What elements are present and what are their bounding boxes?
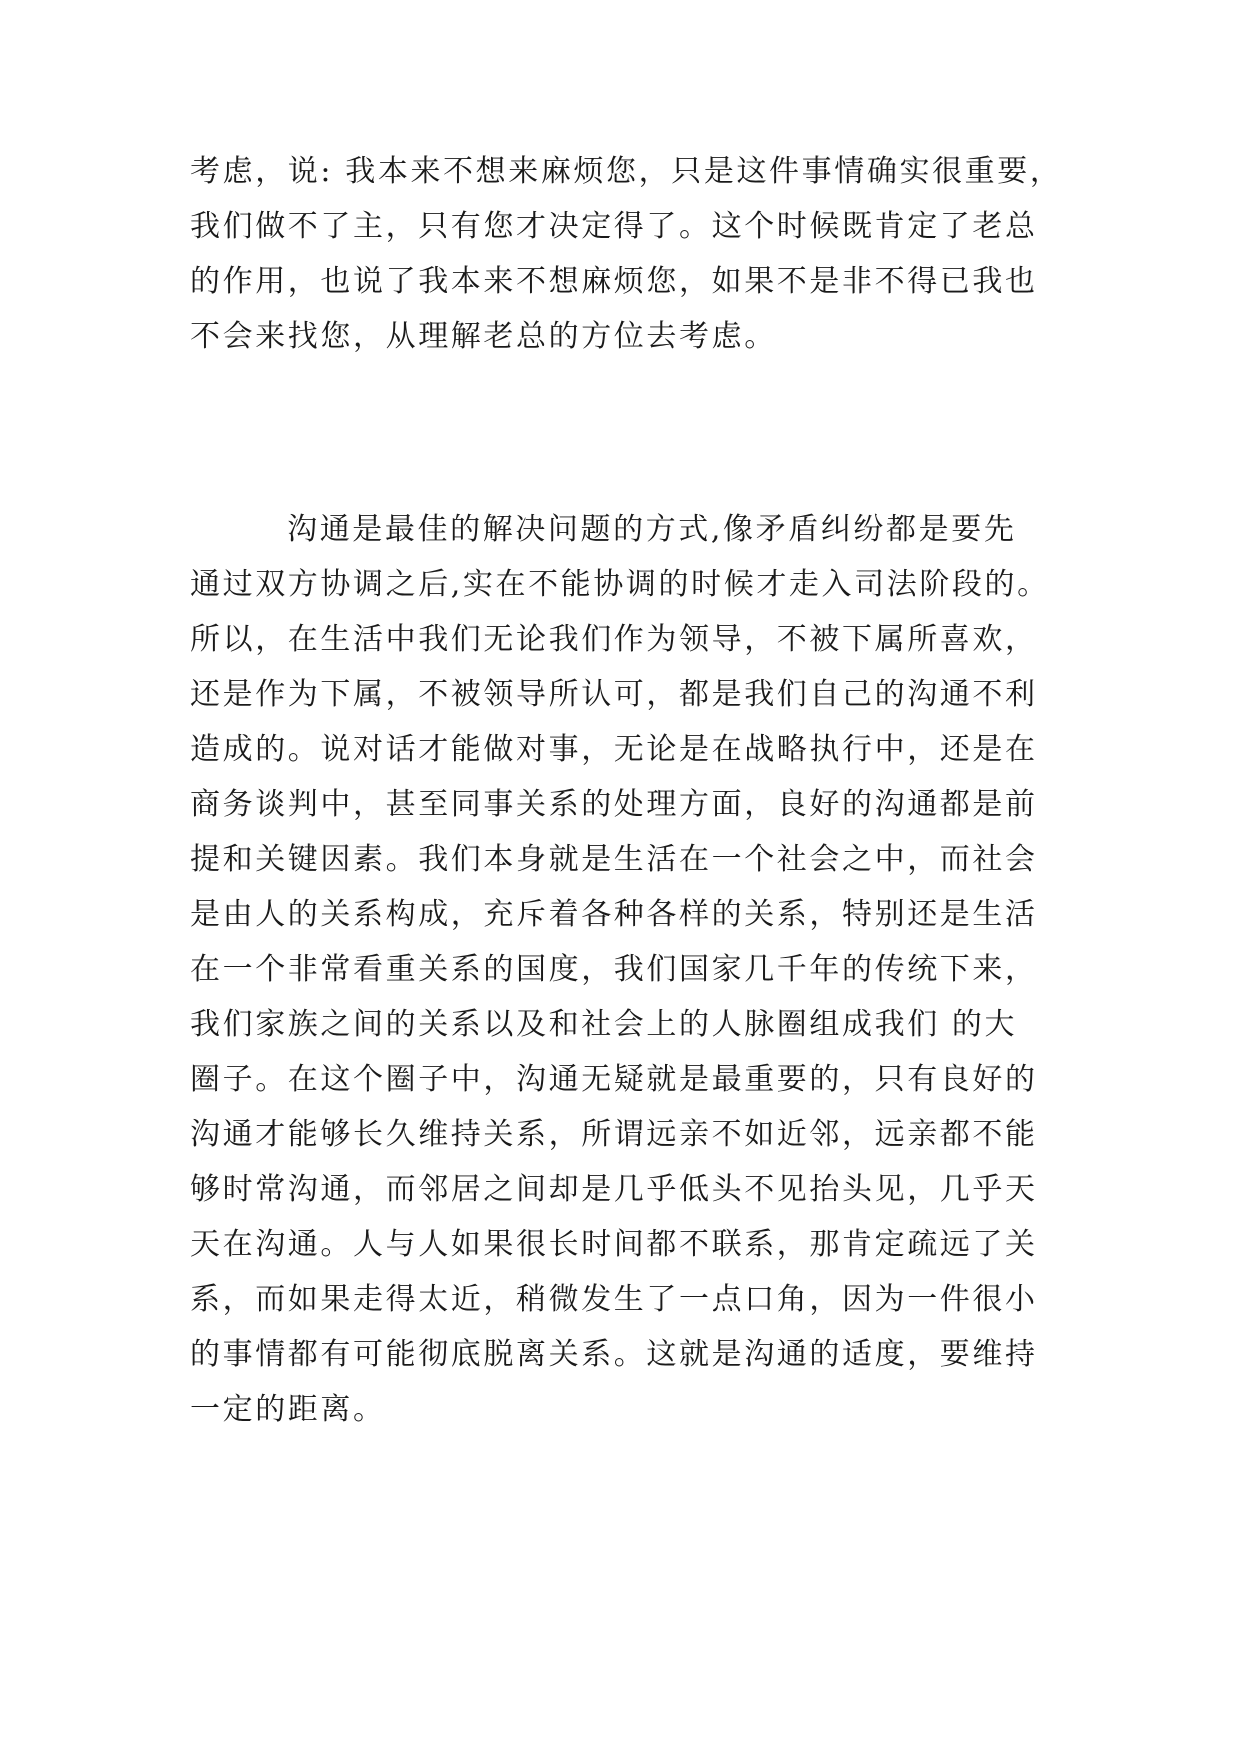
paragraph-line: 提和关键因素。我们本身就是生活在一个社会之中，而社会 [190, 842, 1038, 877]
paragraph-line: 够时常沟通，而邻居之间却是几乎低头不见抬头见，几乎天 [190, 1172, 1038, 1207]
paragraph-line: 圈子。在这个圈子中，沟通无疑就是最重要的，只有良好的 [190, 1062, 1038, 1097]
paragraph-line: 所以，在生活中我们无论我们作为领导，不被下属所喜欢， [190, 622, 1038, 657]
paragraph-line: 在一个非常看重关系的国度，我们国家几千年的传统下来， [190, 952, 1038, 987]
paragraph-line: 天在沟通。人与人如果很长时间都不联系，那肯定疏远了关 [190, 1227, 1038, 1262]
paragraph-line: 不会来找您，从理解老总的方位去考虑。 [190, 319, 777, 354]
paragraph-line: 沟通才能够长久维持关系，所谓远亲不如近邻，远亲都不能 [190, 1117, 1038, 1152]
paragraph-line: 沟通是最佳的解决问题的方式,像矛盾纠纷都是要先 [190, 512, 1017, 547]
paragraph-line: 系，而如果走得太近，稍微发生了一点口角，因为一件很小 [190, 1282, 1038, 1317]
paragraph-line: 是由人的关系构成，充斥着各种各样的关系，特别还是生活 [190, 897, 1038, 932]
paragraph-line: 商务谈判中，甚至同事关系的处理方面，良好的沟通都是前 [190, 787, 1038, 822]
paragraph-line: 一定的距离。 [190, 1392, 386, 1427]
paragraph-line: 的事情都有可能彻底脱离关系。这就是沟通的适度，要维持 [190, 1337, 1038, 1372]
paragraph-line: 还是作为下属，不被领导所认可，都是我们自己的沟通不利 [190, 677, 1038, 712]
paragraph-line: 我们做不了主，只有您才决定得了。这个时候既肯定了老总 [190, 209, 1038, 244]
paragraph-line: 考虑，说: 我本来不想来麻烦您，只是这件事情确实很重要， [190, 154, 1063, 189]
paragraph-line: 通过双方协调之后,实在不能协调的时候才走入司法阶段的。 [190, 567, 1050, 602]
paragraph-line: 造成的。说对话才能做对事，无论是在战略执行中，还是在 [190, 732, 1038, 767]
paragraph-line: 我们家族之间的关系以及和社会上的人脉圈组成我们 的大 [190, 1007, 1018, 1042]
paragraph-line: 的作用，也说了我本来不想麻烦您，如果不是非不得已我也 [190, 264, 1038, 299]
